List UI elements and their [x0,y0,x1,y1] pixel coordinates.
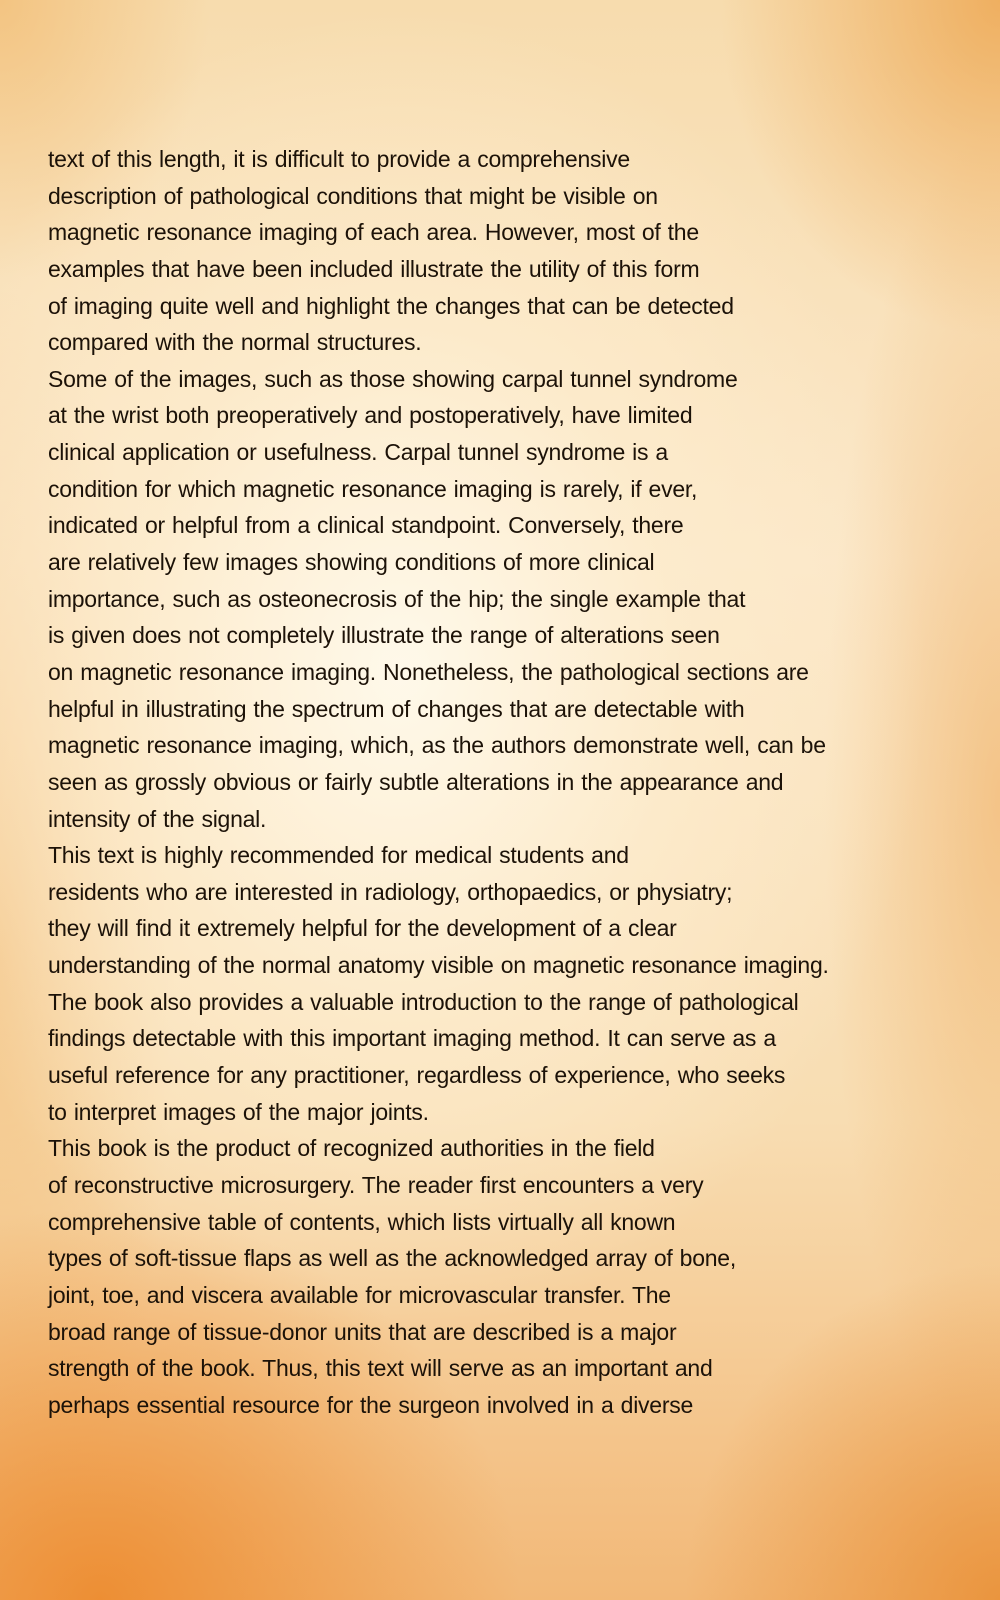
text-line: useful reference for any practitioner, regardless of experience, who seeks [48,1062,786,1089]
text-line: strength of the book. Thus, this text will serve as an important and [48,1355,713,1382]
text-line: examples that have been included illustrate the utility of this form [48,255,700,282]
text-line: text of this length, it is difficult to provide a comprehensive [48,146,630,172]
text-line: clinical application or usefulness. Carpal tunnel syndrome is a [48,439,668,466]
text-line: magnetic resonance imaging, which, as the authors demonstrate well, can be [48,732,826,759]
text-line: comprehensive table of contents, which lists virtually all known [48,1208,676,1235]
text-line: condition for which magnetic resonance imaging is rarely, if ever, [48,475,698,502]
text-line: perhaps essential resource for the surgeon involved in a diverse [48,1391,694,1418]
text-line: of imaging quite well and highlight the changes that can be detected [48,292,734,319]
text-line: magnetic resonance imaging of each area. However, most of the [48,219,699,246]
text-line: findings detectable with this important imaging method. It can serve as a [48,1025,776,1052]
text-line: are relatively few images showing conditions of more clinical [48,549,655,576]
text-line: description of pathological conditions that might be visible on [48,182,658,209]
text-line: compared with the normal structures. [48,329,422,356]
text-line: Some of the images, such as those showing carpal tunnel syndrome [48,365,738,392]
text-line: seen as grossly obvious or fairly subtle alterations in the appearance and [48,768,784,795]
text-line: understanding of the normal anatomy visible on magnetic resonance imaging. [48,952,829,979]
text-line: broad range of tissue-donor units that are described is a major [48,1318,677,1345]
text-line: joint, toe, and viscera available for microvascular transfer. The [48,1281,671,1308]
text-line: at the wrist both preoperatively and postoperatively, have limited [48,402,693,429]
text-line: types of soft-tissue flaps as well as the acknowledged array of bone, [48,1245,736,1272]
text-line: importance, such as osteonecrosis of the hip; the single example that [48,585,746,612]
text-line: on magnetic resonance imaging. Nonetheless, the pathological sections are [48,658,809,685]
text-line: to interpret images of the major joints. [48,1098,429,1125]
text-line: indicated or helpful from a clinical standpoint. Conversely, there [48,512,684,539]
text-line: This book is the product of recognized authorities in the field [48,1135,655,1162]
text-line: The book also provides a valuable introduction to the range of pathological [48,988,799,1015]
document-text [48,141,988,1423]
text-line: intensity of the signal. [48,805,267,832]
text-line: helpful in illustrating the spectrum of changes that are detectable with [48,695,745,722]
text-line: residents who are interested in radiology, orthopaedics, or physiatry; [48,878,733,905]
text-line: is given does not completely illustrate the range of alterations seen [48,622,720,649]
text-line: This text is highly recommended for medical students and [48,842,629,869]
text-line: of reconstructive microsurgery. The reader first encounters a very [48,1171,704,1198]
text-line: they will find it extremely helpful for the development of a clear [48,915,677,942]
